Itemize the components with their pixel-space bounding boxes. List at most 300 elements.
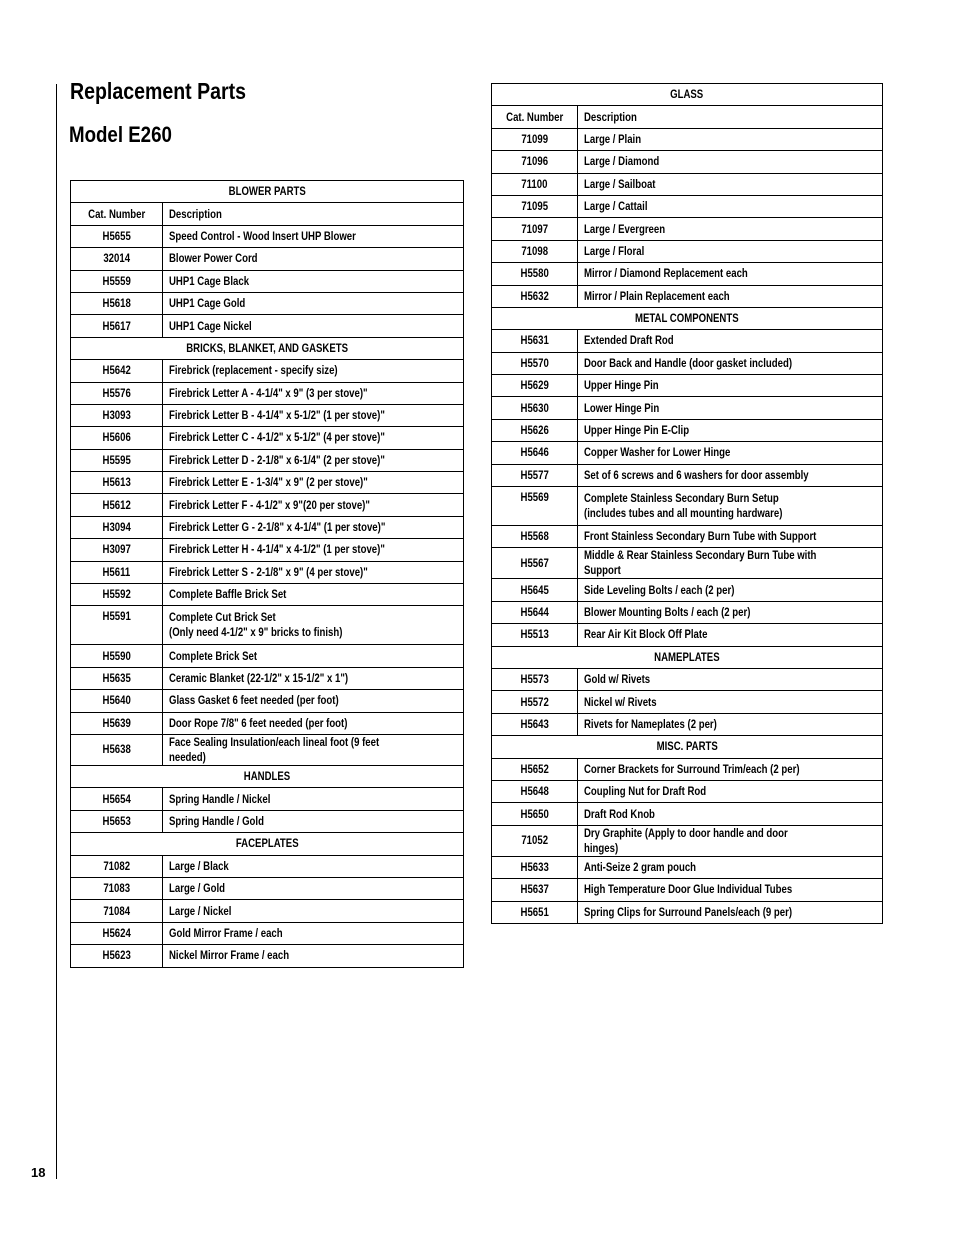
cat-number: H3094 [102,520,131,535]
cat-number-cell [71,667,163,689]
table-row [492,487,883,526]
section-title-cell [71,833,464,855]
cat-number-cell [71,292,163,314]
cat-number: H3093 [102,408,131,423]
cat-number: H5606 [102,430,131,445]
description: Mirror / Diamond Replacement each [584,266,748,281]
table-row [492,548,883,579]
cat-number: H5653 [102,813,131,828]
table-row [71,945,464,967]
cat-number-cell [71,516,163,538]
table-row [71,225,464,247]
description-cell [163,225,464,247]
column-header-cat-cell [71,203,163,225]
cat-number-cell [492,442,578,464]
description-cell [163,494,464,516]
description: Large / Black [169,858,229,873]
section-header-row [71,181,464,203]
description-cell [578,128,883,150]
table-row [71,922,464,944]
cat-number: H5572 [520,694,549,709]
cat-number: H5576 [102,385,131,400]
cat-number-cell [71,539,163,561]
description: Firebrick Letter S - 2-1/8" x 9" (4 per stove)" [169,564,368,579]
cat-number: H5650 [520,806,549,821]
description-cell [163,690,464,712]
cat-number-cell [71,449,163,471]
description: Large / Diamond [584,154,660,169]
description: Firebrick Letter D - 2-1/8" x 6-1/4" (2 per stove)" [169,452,385,467]
table-row [71,382,464,404]
description: Firebrick Letter F - 4-1/2" x 9"(20 per stove)" [169,497,370,512]
model-title: Model E260 [69,122,172,147]
section-title: METAL COMPONENTS [635,311,739,326]
cat-number: H5573 [520,672,549,687]
description-cell [163,645,464,667]
description-cell [163,270,464,292]
description-cell [163,584,464,606]
cat-number: H5645 [520,582,549,597]
description: Rear Air Kit Block Off Plate [584,627,708,642]
description-cell [578,397,883,419]
description: Large / Evergreen [584,221,666,236]
description: Face Sealing Insulation/each lineal foot (9 feet needed) [169,734,380,764]
description-cell [578,691,883,713]
column-header-desc-cell [163,203,464,225]
table-row [492,419,883,441]
cat-number: H5629 [520,378,549,393]
description-cell [578,713,883,735]
cat-number: H5623 [102,948,131,963]
cat-number: H5635 [102,671,131,685]
description: Complete Cut Brick Set (Only need 4-1/2" x 9" bricks to finish) [169,610,343,640]
cat-number-cell [492,691,578,713]
cat-number-cell [71,855,163,877]
description: Upper Hinge Pin [584,378,659,393]
cat-number: H5648 [520,784,549,799]
table-row [492,713,883,735]
column-header-desc: Description [169,206,222,221]
cat-number: H5633 [520,859,549,874]
section-header-row [492,736,883,758]
description: Gold Mirror Frame / each [169,925,283,940]
cat-number: 71098 [521,243,548,258]
table-row [71,248,464,270]
table-row [71,404,464,426]
description-cell [163,667,464,689]
table-row [492,464,883,486]
cat-number: H5655 [102,228,131,243]
margin-rule [56,84,57,1179]
table-row [71,539,464,561]
section-header-row [71,337,464,359]
description-cell [163,539,464,561]
cat-number: H5590 [102,648,131,663]
table-row [71,561,464,583]
cat-number-cell [492,879,578,901]
description: Spring Handle / Gold [169,813,264,828]
description-cell [163,248,464,270]
description: UHP1 Cage Black [169,273,250,288]
cat-number: H5624 [102,925,131,940]
cat-number-cell [492,803,578,825]
description: Complete Stainless Secondary Burn Setup (includes tubes and all mounting hardware) [584,491,783,521]
description-cell [578,803,883,825]
description-cell [578,173,883,195]
table-row [71,270,464,292]
cat-number: 32014 [103,251,130,266]
cat-number: H5570 [520,355,549,370]
description: UHP1 Cage Gold [169,296,246,311]
description-cell [578,285,883,307]
description-cell [163,382,464,404]
cat-number-cell [71,712,163,734]
description-cell [163,922,464,944]
description: Nickel Mirror Frame / each [169,948,290,963]
description-cell [578,151,883,173]
description: Set of 6 screws and 6 washers for door assembly [584,467,809,482]
section-title: HANDLES [243,769,291,784]
description: Firebrick Letter G - 2-1/8" x 4-1/4" (1 per stove)" [169,520,386,535]
description-cell [163,561,464,583]
description: Side Leveling Bolts / each (2 per) [584,582,735,597]
cat-number: H5643 [520,716,549,731]
cat-number-cell [71,561,163,583]
cat-number-cell [492,668,578,690]
description: Firebrick (replacement - specify size) [169,363,338,378]
description-cell [163,427,464,449]
cat-number-cell [71,645,163,667]
cat-number-cell [492,397,578,419]
table-row [492,691,883,713]
description-cell [578,526,883,548]
description: Glass Gasket 6 feet needed (per foot) [169,693,339,708]
cat-number-cell [71,877,163,899]
description-cell [163,404,464,426]
page-title: Replacement Parts [70,78,247,104]
table-row [492,879,883,901]
cat-number: H5568 [520,529,549,544]
description: Draft Rod Knob [584,806,655,821]
cat-number: 71100 [521,176,548,191]
cat-number-cell [71,922,163,944]
description-cell [578,419,883,441]
description-cell [578,240,883,262]
description: Blower Power Cord [169,251,258,266]
description-cell [163,516,464,538]
description: UHP1 Cage Nickel [169,318,252,333]
cat-number-cell [492,487,578,526]
cat-number-cell [492,856,578,878]
description-cell [163,900,464,922]
cat-number-cell [71,584,163,606]
description: Door Rope 7/8" 6 feet needed (per foot) [169,715,348,730]
cat-number: H5513 [520,627,549,642]
description-cell [163,877,464,899]
table-row [492,375,883,397]
column-header-cat: Cat. Number [505,109,564,124]
description-cell [578,548,883,579]
section-title: MISC. PARTS [656,739,718,754]
table-row [71,810,464,832]
cat-number: H5640 [102,693,131,708]
table-row [71,645,464,667]
description-cell [578,601,883,623]
cat-number-cell [71,427,163,449]
table-row [71,734,464,765]
cat-number: H5638 [102,742,131,757]
description: High Temperature Door Glue Individual Tubes [584,882,793,897]
cat-number-cell [492,825,578,856]
description-cell [578,668,883,690]
cat-number: 71096 [521,154,548,169]
table-row [492,803,883,825]
description-cell [163,810,464,832]
cat-number: H3097 [102,542,131,557]
table-row [71,690,464,712]
cat-number-cell [71,270,163,292]
description-cell [578,879,883,901]
cat-number: H5646 [520,445,549,460]
description-cell [578,464,883,486]
column-header-desc-cell [578,106,883,128]
description-cell [578,330,883,352]
description: Large / Sailboat [584,176,656,191]
cat-number-cell [71,788,163,810]
cat-number-cell [492,128,578,150]
cat-number-cell [71,945,163,967]
cat-number: 71097 [521,221,548,236]
cat-number-cell [492,330,578,352]
section-title-cell [71,765,464,787]
cat-number-cell [492,263,578,285]
table-row [492,173,883,195]
description: Dry Graphite (Apply to door handle and door hinges) [584,825,788,855]
table-row [492,624,883,646]
section-header-row [492,84,883,106]
parts-table-left [70,180,464,968]
table-row [71,427,464,449]
cat-number-cell [492,352,578,374]
table-row [492,856,883,878]
section-title: NAMEPLATES [654,649,720,664]
column-header-cat-cell [492,106,578,128]
description-cell [578,352,883,374]
cat-number-cell [492,375,578,397]
section-header-row [71,833,464,855]
description-cell [163,734,464,765]
cat-number: H5652 [520,761,549,776]
column-header-desc: Description [584,109,637,124]
description: Large / Gold [169,881,226,896]
cat-number-cell [492,758,578,780]
section-title-cell [71,181,464,203]
cat-number-cell [71,690,163,712]
description: Firebrick Letter C - 4-1/2" x 5-1/2" (4 per stove)" [169,430,385,445]
cat-number: H5618 [102,296,131,311]
table-row [71,292,464,314]
section-title-cell [492,307,883,329]
table-row [492,128,883,150]
table-row [492,758,883,780]
description-cell [163,449,464,471]
cat-number: H5592 [102,587,131,602]
table-row [71,877,464,899]
description-cell [163,472,464,494]
table-row [492,825,883,856]
description: Middle & Rear Stainless Secondary Burn Tube with Support [584,548,817,578]
cat-number: H5612 [102,497,131,512]
cat-number: H5617 [102,318,131,333]
section-title: BRICKS, BLANKET, AND GASKETS [186,340,348,355]
description-cell [578,195,883,217]
description: Firebrick Letter A - 4-1/4" x 9" (3 per stove)" [169,385,368,400]
description-cell [578,579,883,601]
cat-number-cell [492,419,578,441]
description: Firebrick Letter H - 4-1/4" x 4-1/2" (1 per stove)" [169,542,385,557]
description: Firebrick Letter B - 4-1/4" x 5-1/2" (1 per stove)" [169,408,385,423]
table-row [492,601,883,623]
description: Spring Handle / Nickel [169,791,271,806]
description-cell [578,442,883,464]
description-cell [578,901,883,923]
cat-number: H5632 [520,288,549,303]
description-cell [578,758,883,780]
description-cell [578,263,883,285]
cat-number: H5626 [520,423,549,438]
description: Mirror / Plain Replacement each [584,288,730,303]
table-row [492,442,883,464]
cat-number: 71099 [521,131,548,146]
cat-number: H5591 [102,609,131,624]
description-cell [578,780,883,802]
description-cell [163,712,464,734]
cat-number-cell [492,579,578,601]
description: Large / Nickel [169,903,232,918]
table-row [492,195,883,217]
cat-number-cell [71,810,163,832]
table-row [71,788,464,810]
cat-number: 71052 [521,833,548,848]
description-cell [163,855,464,877]
cat-number: H5567 [520,555,549,570]
description: Nickel w/ Rivets [584,694,657,709]
description: Copper Washer for Lower Hinge [584,445,731,460]
column-header-row [492,106,883,128]
description-cell [578,856,883,878]
cat-number: 71082 [103,858,130,873]
table-row [492,668,883,690]
description: Speed Control - Wood Insert UHP Blower [169,228,356,243]
table-row [492,285,883,307]
description: Complete Brick Set [169,648,258,663]
cat-number-cell [492,240,578,262]
cat-number-cell [492,464,578,486]
cat-number-cell [71,360,163,382]
description: Large / Cattail [584,199,648,214]
cat-number-cell [71,494,163,516]
cat-number: H5580 [520,266,549,281]
cat-number-cell [492,901,578,923]
cat-number: H5639 [102,715,131,730]
page-number: 18 [31,1165,46,1180]
description-cell [578,487,883,526]
table-row [71,667,464,689]
description: Ceramic Blanket (22-1/2" x 15-1/2" x 1") [169,671,349,685]
description-cell [163,788,464,810]
cat-number: H5559 [102,273,131,288]
description: Blower Mounting Bolts / each (2 per) [584,605,751,619]
description: Large / Plain [584,131,642,146]
description-cell [163,945,464,967]
section-title-cell [492,736,883,758]
description: Firebrick Letter E - 1-3/4" x 9" (2 per stove)" [169,475,368,490]
cat-number: H5654 [102,791,131,806]
cat-number: H5651 [520,904,549,919]
table-row [71,900,464,922]
cat-number-cell [71,606,163,645]
cat-number-cell [71,404,163,426]
section-header-row [492,307,883,329]
description: Door Back and Handle (door gasket included) [584,355,793,370]
description: Complete Baffle Brick Set [169,587,287,602]
table-row [71,606,464,645]
cat-number: 71083 [103,881,130,896]
table-row [492,526,883,548]
cat-number: H5630 [520,400,549,415]
cat-number: H5611 [102,564,131,579]
description: Rivets for Nameplates (2 per) [584,716,717,731]
table-row [492,780,883,802]
cat-number-cell [492,548,578,579]
section-title-cell [492,84,883,106]
section-header-row [71,765,464,787]
cat-number-cell [492,624,578,646]
table-row [492,263,883,285]
cat-number-cell [71,248,163,270]
cat-number-cell [492,285,578,307]
description-cell [578,624,883,646]
table-row [492,352,883,374]
cat-number-cell [492,713,578,735]
table-row [71,712,464,734]
table-row [71,360,464,382]
cat-number: H5577 [520,467,549,482]
cat-number-cell [492,151,578,173]
table-row [71,472,464,494]
table-row [492,901,883,923]
cat-number-cell [492,601,578,623]
cat-number-cell [492,526,578,548]
cat-number-cell [492,195,578,217]
cat-number-cell [71,900,163,922]
table-row [71,855,464,877]
table-row [492,218,883,240]
description-cell [578,218,883,240]
cat-number-cell [492,780,578,802]
cat-number: H5569 [520,490,549,505]
description: Lower Hinge Pin [584,400,660,415]
cat-number: H5637 [520,882,549,897]
table-row [492,330,883,352]
cat-number-cell [492,218,578,240]
cat-number: 71095 [521,199,548,214]
cat-number-cell [492,173,578,195]
description: Anti-Seize 2 gram pouch [584,859,697,874]
section-title: GLASS [670,87,704,102]
description: Front Stainless Secondary Burn Tube with Support [584,529,817,544]
cat-number-cell [71,315,163,337]
